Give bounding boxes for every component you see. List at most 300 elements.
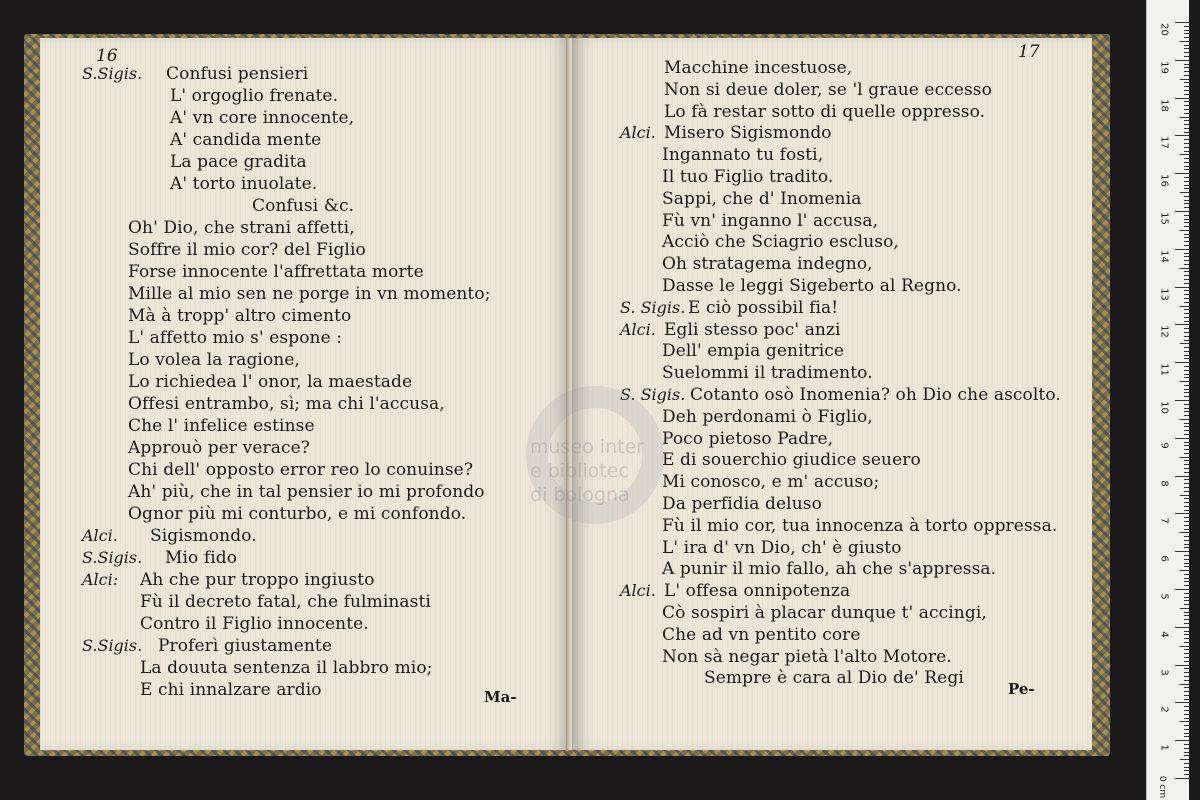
speaker-label: Alci. [82, 526, 118, 545]
ruler-tick [1180, 419, 1189, 420]
ruler-tick [1184, 215, 1189, 216]
ruler-tick [1175, 22, 1189, 23]
ruler-number: 4 [1158, 631, 1170, 638]
ruler-number: 18 [1158, 98, 1170, 112]
ruler-tick [1184, 460, 1189, 461]
ruler-tick [1184, 604, 1189, 605]
ruler-tick [1184, 309, 1189, 310]
ruler-tick [1175, 551, 1189, 552]
ruler-tick [1175, 740, 1189, 741]
ruler-tick [1184, 445, 1189, 446]
ruler-tick [1175, 438, 1189, 439]
ruler-tick [1184, 151, 1189, 152]
ruler-tick [1184, 555, 1189, 556]
ruler-tick [1184, 623, 1189, 624]
ruler-tick [1180, 79, 1189, 80]
ruler-tick [1184, 203, 1189, 204]
ruler-tick [1184, 48, 1189, 49]
ruler-tick [1184, 706, 1189, 707]
ruler-tick [1184, 75, 1189, 76]
verse-line: A' torto inuolate. [170, 174, 318, 194]
ruler-tick [1184, 113, 1189, 114]
ruler-tick [1184, 631, 1189, 632]
ruler-tick [1184, 260, 1189, 261]
ruler-tick [1184, 147, 1189, 148]
ruler-tick [1184, 196, 1189, 197]
speaker-label: S.Sigis. [82, 548, 143, 567]
ruler-tick [1184, 101, 1189, 102]
ruler-tick [1184, 256, 1189, 257]
ruler-tick [1184, 188, 1189, 189]
verse-line: Cò sospiri à placar dunque t' accingi, [662, 603, 987, 623]
ruler-tick [1180, 230, 1189, 231]
verse-line: Sappi, che d' Inomenia [662, 188, 862, 209]
ruler-tick [1184, 695, 1189, 696]
watermark-line: museo inter [530, 436, 645, 458]
ruler-tick [1184, 71, 1189, 72]
ruler-tick [1184, 279, 1189, 280]
ruler-tick [1180, 306, 1189, 307]
ruler-tick [1184, 638, 1189, 639]
verse-line: Non sà negar pietà l'alto Motore. [662, 646, 952, 667]
ruler-number: 14 [1158, 249, 1170, 263]
ruler-tick [1184, 468, 1189, 469]
ruler-tick [1184, 687, 1189, 688]
verse-line: Confusi &c. [252, 196, 355, 216]
ruler-tick [1184, 529, 1189, 530]
ruler-tick [1184, 770, 1189, 771]
ruler-tick [1184, 56, 1189, 57]
ruler-tick [1175, 513, 1189, 514]
ruler-tick [1180, 684, 1189, 685]
verse-line: Deh perdonami ò Figlio, [662, 406, 873, 427]
ruler-tick [1184, 563, 1189, 564]
ruler-unit: 0 cm [1157, 775, 1168, 799]
verse-line: A punir il mio fallo, ah che s'appressa. [662, 559, 997, 580]
ruler-number: 2 [1158, 706, 1170, 714]
ruler-tick [1184, 408, 1189, 409]
ruler-tick [1184, 733, 1189, 734]
ruler-tick [1180, 343, 1189, 344]
verse-line: Ognor più mi conturbo, e mi confondo. [128, 504, 467, 524]
verse-line: Lo volea la ragione, [128, 350, 301, 370]
ruler-tick [1184, 426, 1189, 427]
ruler-number: 12 [1158, 325, 1170, 339]
ruler-tick [1180, 268, 1189, 269]
ruler-tick [1184, 241, 1189, 242]
ruler-tick [1184, 748, 1189, 749]
watermark-line: di bologna [530, 484, 630, 506]
ruler-tick [1184, 328, 1189, 329]
ruler-tick [1184, 200, 1189, 201]
ruler-tick [1184, 264, 1189, 265]
ruler-tick [1184, 158, 1189, 159]
ruler-tick [1184, 207, 1189, 208]
ruler-tick [1184, 774, 1189, 775]
ruler-tick [1184, 453, 1189, 454]
verse-line: Mio fido [165, 548, 238, 568]
verse-line: A' candida mente [170, 130, 322, 150]
ruler-tick [1184, 245, 1189, 246]
ruler-tick [1180, 457, 1189, 458]
verse-line: Mi conosco, e m' accuso; [662, 472, 880, 493]
ruler-tick [1175, 627, 1189, 628]
ruler-tick [1184, 642, 1189, 643]
ruler-tick [1184, 649, 1189, 650]
ruler-tick [1184, 26, 1189, 27]
ruler-tick [1184, 219, 1189, 220]
ruler-tick [1184, 619, 1189, 620]
ruler-tick [1184, 657, 1189, 658]
ruler-tick [1175, 778, 1189, 779]
ruler-tick [1184, 585, 1189, 586]
ruler-tick [1184, 411, 1189, 412]
verse-line: La douuta sentenza il labbro mio; [140, 658, 433, 678]
ruler-tick [1175, 324, 1189, 325]
ruler-tick [1180, 41, 1189, 42]
ruler-tick [1184, 506, 1189, 507]
ruler-tick [1184, 498, 1189, 499]
ruler-tick [1184, 275, 1189, 276]
speaker-label: Alci: [82, 570, 119, 589]
ruler-number: 10 [1158, 401, 1170, 414]
ruler-number: 20 [1158, 23, 1170, 36]
ruler-tick [1184, 366, 1189, 367]
ruler-tick [1184, 483, 1189, 484]
ruler-tick [1184, 540, 1189, 541]
verse-line: L' orgoglio frenate. [170, 86, 339, 106]
ruler-number: 19 [1158, 60, 1170, 74]
catchword: Pe- [1008, 680, 1035, 698]
ruler-tick [1184, 181, 1189, 182]
ruler-tick [1184, 82, 1189, 83]
ruler-tick [1184, 574, 1189, 575]
ruler-tick [1184, 691, 1189, 692]
ruler-tick [1184, 237, 1189, 238]
ruler-tick [1184, 347, 1189, 348]
ruler-tick [1180, 154, 1189, 155]
page-number: 17 [1018, 42, 1040, 62]
verse-line: Suelommi il tradimento. [662, 363, 873, 384]
ruler-tick [1184, 755, 1189, 756]
ruler-tick [1184, 370, 1189, 371]
verse-line: Fù il mio cor, tua innocenza à torto oppressa. [662, 515, 1058, 536]
ruler-tick [1175, 362, 1189, 363]
ruler-tick [1184, 162, 1189, 163]
ruler-tick [1184, 52, 1189, 53]
watermark-line: e bibliotec [530, 460, 629, 482]
ruler-tick [1184, 680, 1189, 681]
ruler-tick [1184, 321, 1189, 322]
ruler-tick [1184, 313, 1189, 314]
ruler-tick [1184, 317, 1189, 318]
ruler-tick [1175, 98, 1189, 99]
verse-line: Poco pietoso Padre, [662, 428, 834, 449]
verse-line: Oh stratagema indegno, [662, 254, 873, 275]
ruler-tick [1184, 124, 1189, 125]
ruler-number: 6 [1158, 555, 1170, 562]
left-page [40, 38, 570, 750]
ruler-tick [1184, 672, 1189, 673]
ruler-number: 17 [1158, 136, 1170, 150]
ruler-tick [1184, 668, 1189, 669]
ruler-number: 3 [1158, 668, 1170, 676]
verse-line: Oh' Dio, che strani affetti, [128, 218, 355, 238]
ruler-tick [1184, 767, 1189, 768]
ruler-tick [1180, 608, 1189, 609]
verse-line: Mille al mio sen ne porge in vn momento; [128, 284, 491, 304]
verse-line: Forse innocente l'affrettata morte [128, 262, 424, 282]
verse-line: E chi innalzare ardio [140, 680, 322, 700]
verse-line: Confusi pensieri [166, 64, 309, 84]
ruler-tick [1184, 120, 1189, 121]
ruler-tick [1184, 336, 1189, 337]
ruler-tick [1184, 653, 1189, 654]
ruler-tick [1184, 699, 1189, 700]
ruler-tick [1184, 128, 1189, 129]
ruler-tick [1184, 479, 1189, 480]
ruler-tick [1180, 381, 1189, 382]
verse-line: Da perfidia deluso [662, 494, 822, 514]
ruler-tick [1184, 487, 1189, 488]
ruler-tick [1184, 109, 1189, 110]
ruler-tick [1184, 64, 1189, 65]
ruler-tick [1184, 143, 1189, 144]
ruler-tick [1184, 661, 1189, 662]
ruler-number: 15 [1158, 212, 1170, 225]
ruler-tick [1180, 117, 1189, 118]
ruler-tick [1184, 271, 1189, 272]
verse-line: Non si deue doler, se 'l graue eccesso [664, 79, 992, 100]
ruler-tick [1184, 404, 1189, 405]
ruler-tick [1184, 597, 1189, 598]
ruler-tick [1184, 536, 1189, 537]
ruler-tick [1184, 491, 1189, 492]
ruler-tick [1180, 532, 1189, 533]
speaker-label: Alci. [620, 581, 656, 601]
ruler-number: 13 [1158, 287, 1170, 301]
ruler-tick [1175, 173, 1189, 174]
right-page [572, 38, 1092, 750]
ruler-tick [1175, 476, 1189, 477]
verse-line: Sempre è cara al Dio de' Regi [704, 668, 964, 689]
ruler-tick [1184, 302, 1189, 303]
verse-line: Cotanto osò Inomenia? oh Dio che ascolto. [690, 385, 1061, 405]
ruler-tick [1184, 547, 1189, 548]
ruler-tick [1184, 525, 1189, 526]
ruler-tick [1180, 570, 1189, 571]
verse-line: Contro il Figlio innocente. [140, 614, 369, 634]
verse-line: Macchine incestuose, [664, 58, 853, 78]
catchword: Ma- [484, 688, 517, 706]
speaker-label: S. Sigis. [620, 297, 686, 317]
verse-line: Fù vn' inganno l' accusa, [662, 210, 879, 231]
ruler-tick [1184, 389, 1189, 390]
ruler-tick [1184, 226, 1189, 227]
ruler-tick [1184, 385, 1189, 386]
verse-line: La pace gradita [170, 152, 307, 172]
ruler-tick [1184, 355, 1189, 356]
ruler-tick [1184, 132, 1189, 133]
ruler-tick [1184, 612, 1189, 613]
verse-line: Sigismondo. [150, 526, 257, 546]
ruler-tick [1184, 33, 1189, 34]
ruler-tick [1184, 374, 1189, 375]
page-number: 16 [96, 46, 118, 66]
ruler-tick [1184, 430, 1189, 431]
ruler-tick [1184, 90, 1189, 91]
ruler-number: 1 [1158, 744, 1170, 751]
speaker-label: Alci. [620, 123, 656, 143]
ruler-tick [1184, 710, 1189, 711]
verse-line: Offesi entrambo, sì; ma chi l'accusa, [128, 394, 445, 414]
ruler-tick [1184, 105, 1189, 106]
ruler-number: 9 [1158, 442, 1170, 449]
verse-line: Soffre il mio cor? del Figlio [128, 240, 366, 260]
verse-line: Mà à tropp' altro cimento [128, 306, 352, 326]
ruler-tick [1184, 744, 1189, 745]
ruler-tick [1184, 30, 1189, 31]
ruler-tick [1184, 234, 1189, 235]
ruler-tick [1184, 544, 1189, 545]
ruler-tick [1184, 676, 1189, 677]
ruler-tick [1184, 169, 1189, 170]
ruler-tick [1184, 392, 1189, 393]
ruler-tick [1184, 566, 1189, 567]
verse-line: Egli stesso poc' anzi [664, 319, 841, 340]
ruler-tick [1175, 665, 1189, 666]
speaker-label: S.Sigis. [82, 64, 143, 83]
ruler-tick [1184, 377, 1189, 378]
ruler-tick [1184, 449, 1189, 450]
ruler-tick [1184, 559, 1189, 560]
ruler-number: 7 [1158, 517, 1170, 525]
ruler-tick [1184, 67, 1189, 68]
ruler-tick [1184, 718, 1189, 719]
ruler-tick [1184, 94, 1189, 95]
ruler-tick [1180, 495, 1189, 496]
ruler-tick [1184, 434, 1189, 435]
verse-line: Che ad vn pentito core [662, 624, 861, 645]
ruler-number: 8 [1158, 479, 1170, 487]
ruler-tick [1184, 283, 1189, 284]
verse-line: Approuò per verace? [128, 438, 310, 458]
ruler-tick [1180, 646, 1189, 647]
ruler-tick [1184, 185, 1189, 186]
ruler-number: 5 [1158, 593, 1170, 600]
ruler-tick [1184, 442, 1189, 443]
ruler-tick [1184, 415, 1189, 416]
measuring-ruler [1146, 0, 1189, 800]
ruler-tick [1184, 502, 1189, 503]
verse-line: L' affetto mio s' espone : [128, 328, 343, 348]
verse-line: Fù il decreto fatal, che fulminasti [140, 592, 431, 612]
ruler-number: 16 [1158, 174, 1170, 188]
verse-line: Ah che pur troppo ingiusto [140, 570, 375, 590]
ruler-tick [1184, 472, 1189, 473]
ruler-tick [1184, 600, 1189, 601]
ruler-tick [1184, 634, 1189, 635]
ruler-tick [1184, 290, 1189, 291]
verse-line: Il tuo Figlio tradito. [662, 167, 834, 187]
verse-line: L' ira d' vn Dio, ch' è giusto [662, 537, 902, 558]
verse-line: Proferì giustamente [158, 636, 332, 656]
ruler-tick [1175, 249, 1189, 250]
ruler-tick [1184, 45, 1189, 46]
ruler-tick [1184, 593, 1189, 594]
ruler-number: 11 [1158, 363, 1170, 377]
ruler-tick [1184, 517, 1189, 518]
verse-line: Lo fà restar sotto di quelle oppresso. [664, 101, 986, 122]
verse-line: Misero Sigismondo [664, 123, 832, 144]
ruler-tick [1184, 521, 1189, 522]
ruler-tick [1184, 725, 1189, 726]
ruler-tick [1184, 139, 1189, 140]
ruler-tick [1175, 60, 1189, 61]
ruler-tick [1175, 589, 1189, 590]
ruler-tick [1184, 177, 1189, 178]
ruler-tick [1175, 702, 1189, 703]
verse-line: Dasse le leggi Sigeberto al Regno. [662, 276, 962, 296]
ruler-tick [1180, 192, 1189, 193]
ruler-tick [1184, 166, 1189, 167]
ruler-tick [1184, 340, 1189, 341]
ruler-tick [1184, 358, 1189, 359]
verse-line: A' vn core innocente, [170, 108, 355, 128]
ruler-tick [1184, 86, 1189, 87]
verse-line: Lo richiedea l' onor, la maestade [128, 372, 413, 392]
verse-line: E di souerchio giudice seuero [662, 450, 921, 471]
ruler-tick [1184, 396, 1189, 397]
ruler-tick [1175, 287, 1189, 288]
ruler-tick [1175, 211, 1189, 212]
verse-line: Ingannato tu fosti, [662, 145, 824, 166]
ruler-tick [1184, 332, 1189, 333]
ruler-tick [1184, 763, 1189, 764]
verse-line: Che l' infelice estinse [128, 416, 315, 436]
ruler-tick [1175, 400, 1189, 401]
verse-line: Chi dell' opposto error reo lo conuinse? [128, 460, 474, 480]
ruler-tick [1184, 581, 1189, 582]
ruler-tick [1184, 714, 1189, 715]
ruler-tick [1184, 752, 1189, 753]
speaker-label: Alci. [620, 319, 656, 339]
ruler-tick [1184, 351, 1189, 352]
ruler-tick [1184, 253, 1189, 254]
ruler-tick [1184, 464, 1189, 465]
ruler-tick [1184, 736, 1189, 737]
ruler-tick [1175, 135, 1189, 136]
ruler-tick [1184, 578, 1189, 579]
verse-line: E ciò possibil fia! [688, 297, 839, 318]
ruler-tick [1180, 721, 1189, 722]
speaker-label: S.Sigis. [82, 636, 143, 655]
ruler-tick [1184, 510, 1189, 511]
verse-line: Dell' empia genitrice [662, 341, 845, 362]
verse-line: L' offesa onnipotenza [664, 581, 851, 602]
ruler-tick [1184, 37, 1189, 38]
ruler-tick [1184, 294, 1189, 295]
verse-line: Acciò che Sciagrio escluso, [662, 232, 899, 253]
ruler-tick [1184, 729, 1189, 730]
ruler-tick [1180, 759, 1189, 760]
verse-line: Ah' più, che in tal pensier io mi profondo [128, 482, 485, 502]
speaker-label: S. Sigis. [620, 385, 686, 404]
ruler-tick [1184, 222, 1189, 223]
ruler-tick [1184, 423, 1189, 424]
ruler-tick [1184, 298, 1189, 299]
ruler-tick [1184, 615, 1189, 616]
